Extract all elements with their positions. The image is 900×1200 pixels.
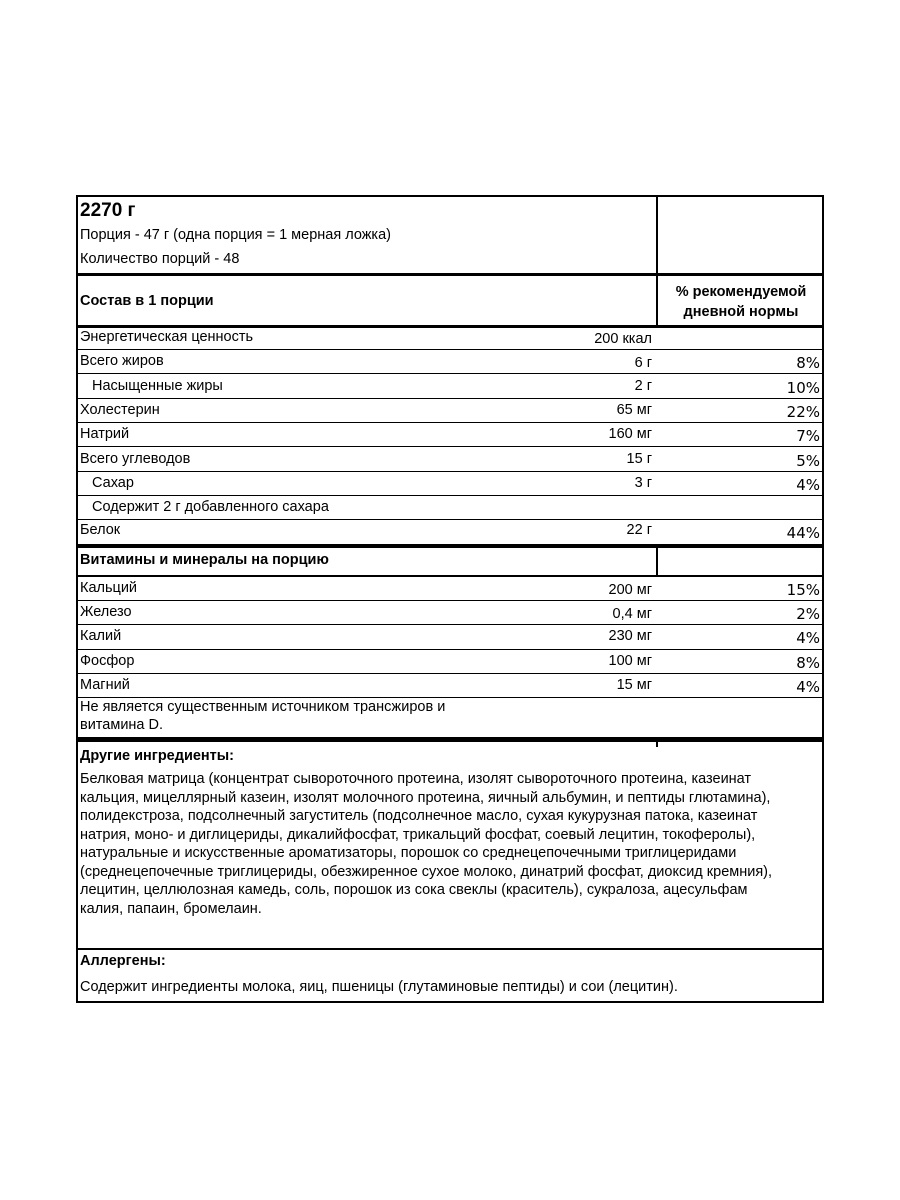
rule — [78, 471, 822, 472]
allergens-title: Аллергены: — [80, 953, 166, 969]
rule — [78, 446, 822, 447]
rule — [78, 349, 822, 350]
package-weight: 2270 г — [80, 200, 136, 221]
ingredients-line: полидекстроза, подсолнечный загуститель (подсолнечное масло, сухая кукурузная патока, казеинат — [80, 808, 758, 824]
nutrient-daily-value: 22% — [786, 403, 820, 421]
mineral-name: Фосфор — [80, 653, 135, 669]
nutrient-daily-value: 7% — [796, 427, 820, 445]
allergens-text: Содержит ингредиенты молока, яиц, пшеницы (глутаминовые пептиды) и сои (лецитин). — [80, 979, 678, 995]
ingredients-line: натрия, моно- и диглицериды, дикалийфосфат, трикальций фосфат, соевый лецитин, токоферолы), — [80, 826, 756, 843]
nutrition-label — [76, 195, 824, 1003]
nutrient-name: Энергетическая ценность — [80, 329, 254, 345]
nutrient-daily-value: 10% — [786, 379, 820, 397]
rule — [78, 575, 822, 577]
rule — [78, 422, 822, 423]
nutrient-amount: 2 г — [634, 378, 652, 394]
mineral-name: Кальций — [80, 580, 138, 596]
rule — [78, 495, 822, 496]
mineral-daily-value: 2% — [796, 605, 820, 623]
ingredients-title: Другие ингредиенты: — [80, 748, 234, 764]
mineral-name: Железо — [80, 604, 132, 620]
nutrient-amount: 160 мг — [608, 426, 652, 442]
nutrient-amount: 200 ккал — [594, 331, 652, 347]
rule — [78, 649, 822, 650]
nutrient-daily-value: 8% — [796, 354, 820, 372]
nutrient-amount: 22 г — [626, 522, 652, 538]
nutrient-amount: 65 мг — [616, 402, 652, 418]
rule — [78, 373, 822, 374]
rule — [78, 398, 822, 399]
mineral-amount: 100 мг — [608, 653, 652, 669]
ingredients-line: (среднецепочечные триглицериды, обезжиренное сухое молоко, динатрий фосфат, диоксид кремния), — [80, 863, 773, 880]
daily-value-header-line2: дневной нормы — [683, 304, 799, 320]
mineral-daily-value: 4% — [796, 629, 820, 647]
trans-fat-note-line2: витамина D. — [80, 717, 164, 733]
mineral-amount: 0,4 мг — [612, 606, 652, 622]
mineral-amount: 15 мг — [616, 677, 652, 693]
nutrient-name: Холестерин — [80, 402, 160, 418]
nutrient-name: Содержит 2 г добавленного сахара — [92, 499, 329, 515]
ingredients-line: лецитин, целлюлозная камедь, соль, порошок из сока свеклы (краситель), сукралоза, ацесульфам — [80, 882, 748, 898]
mineral-name: Калий — [80, 628, 122, 644]
rule — [78, 600, 822, 601]
nutrient-amount: 3 г — [634, 475, 652, 491]
nutrient-amount: 6 г — [634, 355, 652, 371]
composition-title: Состав в 1 порции — [80, 293, 214, 309]
nutrient-daily-value: 44% — [786, 524, 820, 542]
nutrient-name: Всего углеводов — [80, 451, 191, 467]
serving-size: Порция - 47 г (одна порция = 1 мерная ложка) — [80, 227, 391, 243]
nutrient-name: Натрий — [80, 426, 130, 442]
ingredients-line: натуральные и искусственные ароматизаторы, порошок со среднецепочечными триглицеридами — [80, 845, 737, 861]
trans-fat-note-line1: Не является существенным источником трансжиров и — [80, 699, 446, 715]
nutrient-name: Сахар — [92, 475, 134, 491]
rule — [78, 948, 822, 950]
daily-value-header-line1: % рекомендуемой — [675, 284, 807, 300]
rule — [78, 737, 822, 742]
mineral-daily-value: 15% — [786, 581, 820, 599]
rule — [78, 544, 822, 548]
column-divider-vitamins — [656, 547, 658, 577]
mineral-name: Магний — [80, 677, 130, 693]
rule — [78, 273, 822, 276]
mineral-amount: 230 мг — [608, 628, 652, 644]
vitamins-title: Витамины и минералы на порцию — [80, 552, 329, 568]
mineral-amount: 200 мг — [608, 582, 652, 598]
servings-count: Количество порций - 48 — [80, 251, 240, 267]
nutrient-name: Насыщенные жиры — [92, 378, 223, 394]
nutrient-daily-value: 5% — [796, 452, 820, 470]
mineral-daily-value: 4% — [796, 678, 820, 696]
rule — [78, 325, 822, 328]
rule — [78, 624, 822, 625]
ingredients-line: Белковая матрица (концентрат сывороточного протеина, изолят сывороточного протеина, казеинат — [80, 771, 752, 787]
nutrient-name: Всего жиров — [80, 353, 164, 369]
nutrient-daily-value: 4% — [796, 476, 820, 494]
rule — [78, 673, 822, 674]
nutrient-name: Белок — [80, 522, 121, 538]
mineral-daily-value: 8% — [796, 654, 820, 672]
rule — [78, 519, 822, 520]
rule — [78, 697, 822, 698]
ingredients-line: калия, папаин, бромелаин. — [80, 900, 262, 917]
ingredients-line: кальция, мицеллярный казеин, изолят молочного протеина, яичный альбумин, и пептиды глютамина), — [80, 789, 771, 806]
nutrient-amount: 15 г — [626, 451, 652, 467]
